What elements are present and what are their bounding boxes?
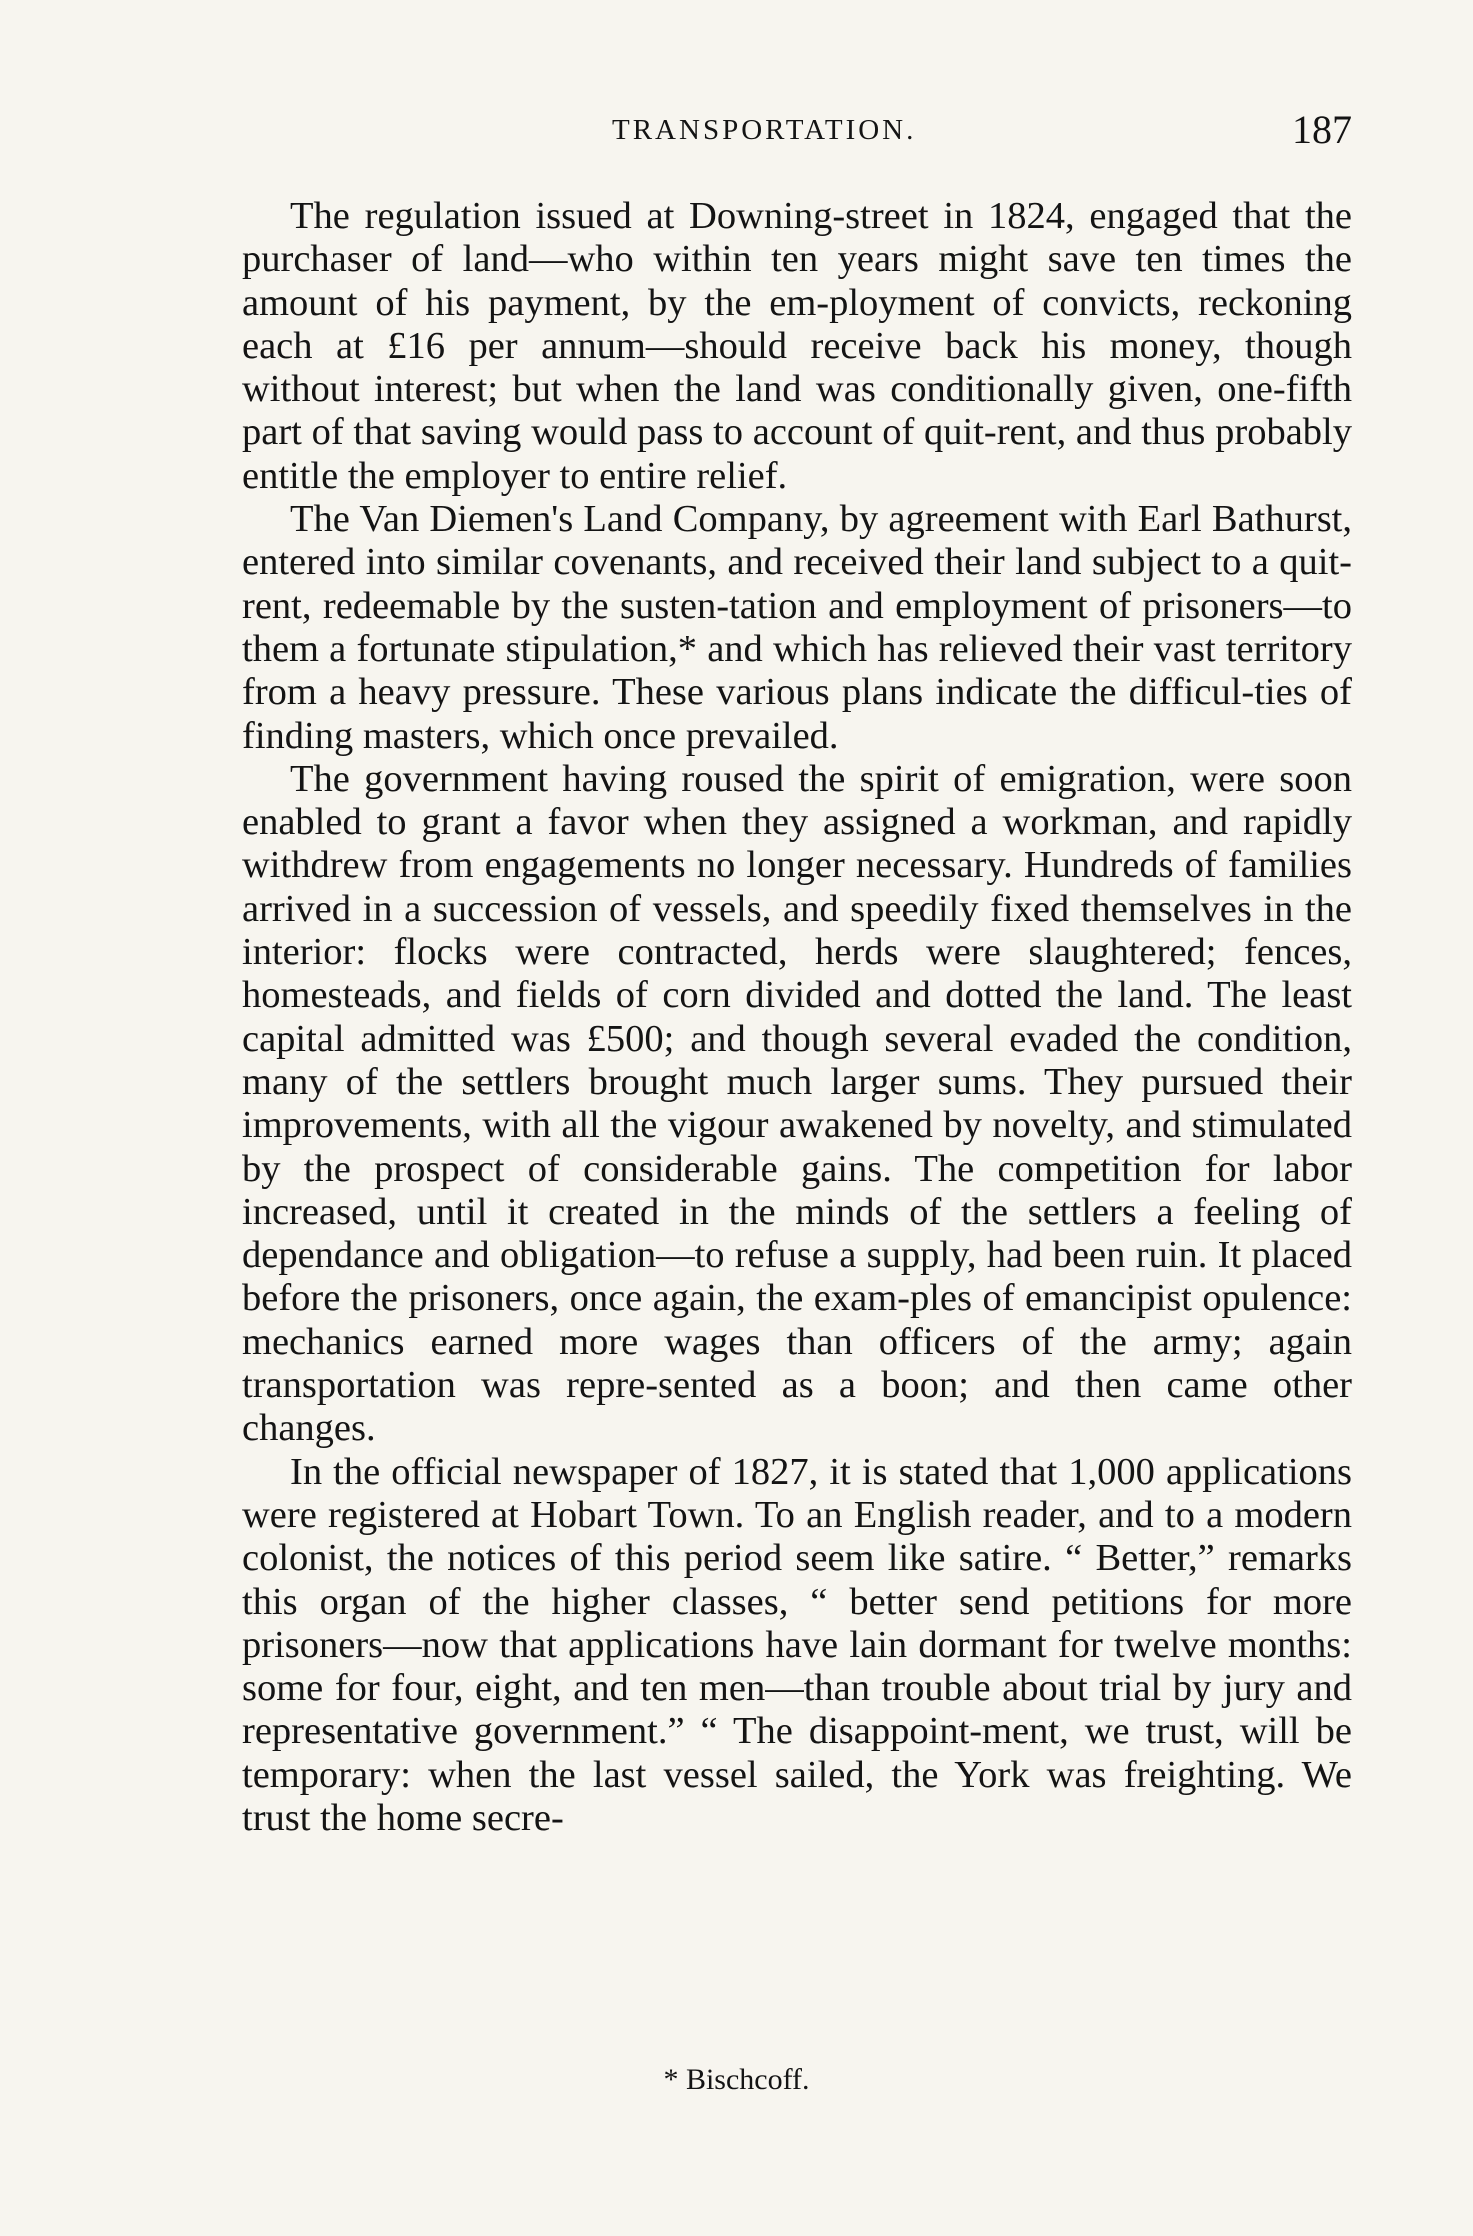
paragraph-4: In the official newspaper of 1827, it is stated that 1,000 applications were registered at Hobart Town. To an English reader, and to a modern colonist, the notices of this period seem like satire. “ Better,” remarks this organ of the higher classes, “ better send petitions for more prisoners—now that applications have lain dormant for twelve months: some for four, eight, and ten men—than trouble about trial by jury and representative government.” “ The disappoint-ment, we trust, will be temporary: when the last vessel sailed, the York was freighting. We trust the home secre- <box>242 1450 1352 1839</box>
running-header <box>612 108 1352 152</box>
running-title: TRANSPORTATION. <box>612 114 917 146</box>
paragraph-2: The Van Diemen's Land Company, by agreement with Earl Bathurst, entered into similar covenants, and received their land subject to a quit-rent, redeemable by the susten-tation and employment of prisoners—to them a fortunate stipulation,* and which has relieved their vast territory from a heavy pressure. These various plans indicate the difficul-ties of finding masters, which once prevailed. <box>242 498 1352 757</box>
paragraph-3: The government having roused the spirit of emigration, were soon enabled to grant a favor when they assigned a workman, and rapidly withdrew from engagements no longer necessary. Hundreds of families arrived in a succession of vessels, and speedily fixed themselves in the interior: flocks were contracted, herds were slaughtered; fences, homesteads, and fields of corn divided and dotted the land. The least capital admitted was £500; and though several evaded the condition, many of the settlers brought much larger sums. They pursued their improvements, with all the vigour awakened by novelty, and stimulated by the prospect of considerable gains. The competition for labor increased, until it created in the minds of the settlers a feeling of dependance and obligation—to refuse a supply, had been ruin. It placed before the prisoners, once again, the exam-ples of emancipist opulence: mechanics earned more wages than officers of the army; again transportation was repre-sented as a boon; and then came other changes. <box>242 757 1352 1450</box>
footnote: * Bischcoff. <box>663 2063 810 2096</box>
body-text <box>242 195 1352 1840</box>
page-number: 187 <box>1292 107 1352 152</box>
paragraph-1: The regulation issued at Downing-street in 1824, engaged that the purchaser of land—who within ten years might save ten times the amount of his payment, by the em-ployment of convicts, reckoning each at £16 per annum—should receive back his money, though without interest; but when the land was conditionally given, one-fifth part of that saving would pass to account of quit-rent, and thus probably entitle the employer to entire relief. <box>242 195 1352 497</box>
